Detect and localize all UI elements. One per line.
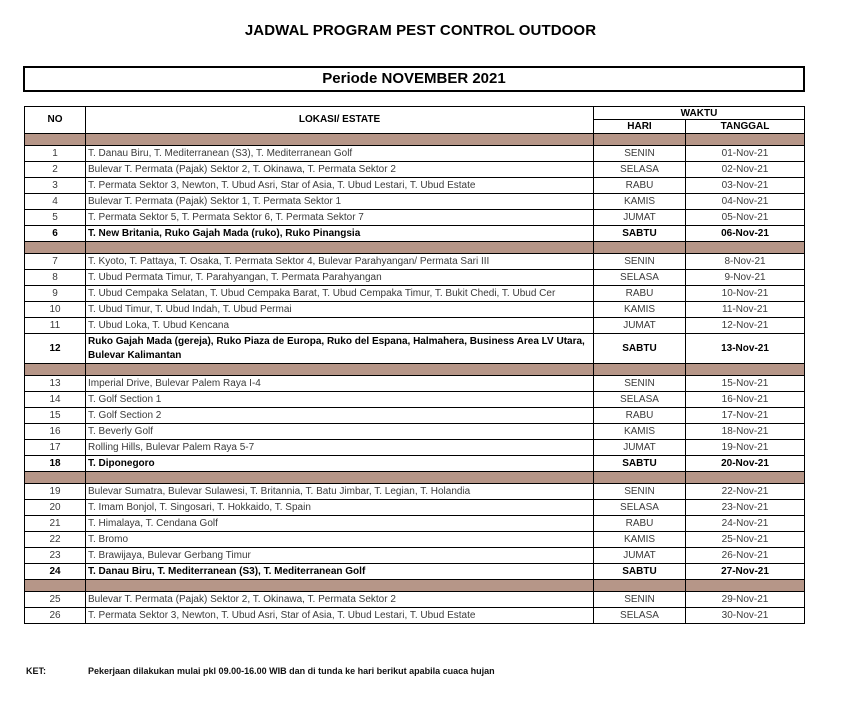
separator-cell bbox=[686, 472, 805, 484]
cell-lokasi: Bulevar Sumatra, Bulevar Sulawesi, T. Britannia, T. Batu Jimbar, T. Legian, T. Holandia bbox=[86, 484, 594, 500]
cell-lokasi: Bulevar T. Permata (Pajak) Sektor 1, T. Permata Sektor 1 bbox=[86, 194, 594, 210]
cell-tanggal: 27-Nov-21 bbox=[686, 564, 805, 580]
header-no: NO bbox=[25, 107, 86, 134]
cell-tanggal: 25-Nov-21 bbox=[686, 532, 805, 548]
cell-lokasi: Bulevar T. Permata (Pajak) Sektor 2, T. Okinawa, T. Permata Sektor 2 bbox=[86, 592, 594, 608]
cell-hari: KAMIS bbox=[594, 424, 686, 440]
cell-hari: SELASA bbox=[594, 392, 686, 408]
cell-hari: KAMIS bbox=[594, 194, 686, 210]
cell-tanggal: 13-Nov-21 bbox=[686, 334, 805, 364]
cell-tanggal: 01-Nov-21 bbox=[686, 146, 805, 162]
table-row bbox=[25, 146, 805, 162]
cell-hari: JUMAT bbox=[594, 548, 686, 564]
cell-tanggal: 24-Nov-21 bbox=[686, 516, 805, 532]
cell-hari: JUMAT bbox=[594, 440, 686, 456]
cell-no: 13 bbox=[25, 376, 86, 392]
cell-no: 4 bbox=[25, 194, 86, 210]
cell-no: 26 bbox=[25, 608, 86, 624]
cell-tanggal: 04-Nov-21 bbox=[686, 194, 805, 210]
cell-hari: SENIN bbox=[594, 254, 686, 270]
cell-no: 11 bbox=[25, 318, 86, 334]
cell-no: 14 bbox=[25, 392, 86, 408]
cell-hari: RABU bbox=[594, 286, 686, 302]
period-banner: Periode NOVEMBER 2021 bbox=[23, 66, 805, 92]
header-hari: HARI bbox=[594, 120, 686, 134]
cell-tanggal: 05-Nov-21 bbox=[686, 210, 805, 226]
cell-no: 22 bbox=[25, 532, 86, 548]
table-body bbox=[25, 134, 805, 624]
separator-cell bbox=[686, 364, 805, 376]
cell-hari: JUMAT bbox=[594, 318, 686, 334]
cell-lokasi: T. Himalaya, T. Cendana Golf bbox=[86, 516, 594, 532]
cell-tanggal: 17-Nov-21 bbox=[686, 408, 805, 424]
cell-hari: RABU bbox=[594, 516, 686, 532]
cell-tanggal: 22-Nov-21 bbox=[686, 484, 805, 500]
week-separator-row bbox=[25, 472, 805, 484]
cell-lokasi: T. Kyoto, T. Pattaya, T. Osaka, T. Permata Sektor 4, Bulevar Parahyangan/ Permata Sari III bbox=[86, 254, 594, 270]
cell-tanggal: 23-Nov-21 bbox=[686, 500, 805, 516]
cell-lokasi: T. Danau Biru, T. Mediterranean (S3), T. Mediterranean Golf bbox=[86, 146, 594, 162]
cell-lokasi: Bulevar T. Permata (Pajak) Sektor 2, T. Okinawa, T. Permata Sektor 2 bbox=[86, 162, 594, 178]
separator-cell bbox=[25, 580, 86, 592]
cell-hari: SABTU bbox=[594, 456, 686, 472]
cell-no: 2 bbox=[25, 162, 86, 178]
cell-lokasi: T. Ubud Cempaka Selatan, T. Ubud Cempaka Barat, T. Ubud Cempaka Timur, T. Bukit Chedi, T. Ubud Cer bbox=[86, 286, 594, 302]
cell-hari: SELASA bbox=[594, 608, 686, 624]
table-row bbox=[25, 254, 805, 270]
cell-no: 24 bbox=[25, 564, 86, 580]
table-row bbox=[25, 592, 805, 608]
cell-no: 12 bbox=[25, 334, 86, 364]
cell-lokasi: T. Permata Sektor 3, Newton, T. Ubud Asri, Star of Asia, T. Ubud Lestari, T. Ubud Estate bbox=[86, 178, 594, 194]
cell-hari: SELASA bbox=[594, 270, 686, 286]
cell-tanggal: 15-Nov-21 bbox=[686, 376, 805, 392]
cell-lokasi: T. Permata Sektor 5, T. Permata Sektor 6, T. Permata Sektor 7 bbox=[86, 210, 594, 226]
cell-no: 5 bbox=[25, 210, 86, 226]
cell-lokasi: Ruko Gajah Mada (gereja), Ruko Piaza de Europa, Ruko del Espana, Halmahera, Business Area LV Utara, Bulevar Kalimantan bbox=[86, 334, 594, 364]
cell-hari: RABU bbox=[594, 408, 686, 424]
separator-cell bbox=[686, 242, 805, 254]
cell-no: 17 bbox=[25, 440, 86, 456]
cell-tanggal: 19-Nov-21 bbox=[686, 440, 805, 456]
cell-tanggal: 8-Nov-21 bbox=[686, 254, 805, 270]
table-row bbox=[25, 440, 805, 456]
table-row bbox=[25, 194, 805, 210]
cell-no: 15 bbox=[25, 408, 86, 424]
cell-no: 10 bbox=[25, 302, 86, 318]
table-row bbox=[25, 608, 805, 624]
note-label: KET: bbox=[26, 666, 46, 676]
cell-hari: SABTU bbox=[594, 226, 686, 242]
week-separator-row bbox=[25, 134, 805, 146]
cell-tanggal: 11-Nov-21 bbox=[686, 302, 805, 318]
cell-tanggal: 29-Nov-21 bbox=[686, 592, 805, 608]
separator-cell bbox=[25, 472, 86, 484]
cell-tanggal: 06-Nov-21 bbox=[686, 226, 805, 242]
cell-tanggal: 20-Nov-21 bbox=[686, 456, 805, 472]
table-row bbox=[25, 564, 805, 580]
table-row bbox=[25, 162, 805, 178]
separator-cell bbox=[25, 364, 86, 376]
cell-lokasi: T. Bromo bbox=[86, 532, 594, 548]
table-row bbox=[25, 392, 805, 408]
cell-no: 6 bbox=[25, 226, 86, 242]
cell-lokasi: T. Permata Sektor 3, Newton, T. Ubud Asri, Star of Asia, T. Ubud Lestari, T. Ubud Estate bbox=[86, 608, 594, 624]
week-separator-row bbox=[25, 364, 805, 376]
separator-cell bbox=[25, 134, 86, 146]
table-row bbox=[25, 532, 805, 548]
cell-no: 18 bbox=[25, 456, 86, 472]
cell-lokasi: Imperial Drive, Bulevar Palem Raya I-4 bbox=[86, 376, 594, 392]
cell-lokasi: T. Diponegoro bbox=[86, 456, 594, 472]
cell-tanggal: 02-Nov-21 bbox=[686, 162, 805, 178]
table-row bbox=[25, 548, 805, 564]
cell-no: 8 bbox=[25, 270, 86, 286]
cell-hari: SENIN bbox=[594, 376, 686, 392]
cell-hari: SELASA bbox=[594, 500, 686, 516]
cell-lokasi: T. New Britania, Ruko Gajah Mada (ruko), Ruko Pinangsia bbox=[86, 226, 594, 242]
table-header bbox=[25, 107, 805, 134]
cell-hari: RABU bbox=[594, 178, 686, 194]
separator-cell bbox=[86, 242, 594, 254]
cell-tanggal: 18-Nov-21 bbox=[686, 424, 805, 440]
cell-tanggal: 26-Nov-21 bbox=[686, 548, 805, 564]
cell-tanggal: 03-Nov-21 bbox=[686, 178, 805, 194]
cell-lokasi: T. Golf Section 2 bbox=[86, 408, 594, 424]
header-tanggal: TANGGAL bbox=[686, 120, 805, 134]
table-row bbox=[25, 270, 805, 286]
week-separator-row bbox=[25, 580, 805, 592]
table-row bbox=[25, 318, 805, 334]
table-row bbox=[25, 500, 805, 516]
separator-cell bbox=[686, 134, 805, 146]
cell-no: 7 bbox=[25, 254, 86, 270]
cell-lokasi: T. Brawijaya, Bulevar Gerbang Timur bbox=[86, 548, 594, 564]
table-row bbox=[25, 424, 805, 440]
table-row bbox=[25, 516, 805, 532]
cell-no: 25 bbox=[25, 592, 86, 608]
document-title: JADWAL PROGRAM PEST CONTROL OUTDOOR bbox=[244, 22, 597, 39]
cell-no: 3 bbox=[25, 178, 86, 194]
table-row bbox=[25, 408, 805, 424]
cell-hari: SENIN bbox=[594, 146, 686, 162]
cell-tanggal: 16-Nov-21 bbox=[686, 392, 805, 408]
cell-lokasi: T. Ubud Loka, T. Ubud Kencana bbox=[86, 318, 594, 334]
table-row bbox=[25, 226, 805, 242]
table-row bbox=[25, 334, 805, 364]
header-lokasi: LOKASI/ ESTATE bbox=[86, 107, 594, 134]
separator-cell bbox=[86, 364, 594, 376]
cell-no: 16 bbox=[25, 424, 86, 440]
cell-no: 1 bbox=[25, 146, 86, 162]
cell-no: 23 bbox=[25, 548, 86, 564]
cell-no: 20 bbox=[25, 500, 86, 516]
cell-hari: SENIN bbox=[594, 484, 686, 500]
note-text: Pekerjaan dilakukan mulai pkl 09.00-16.00 WIB dan di tunda ke hari berikut apabila cuaca hujan bbox=[88, 666, 495, 676]
cell-hari: SABTU bbox=[594, 564, 686, 580]
cell-lokasi: T. Ubud Permata Timur, T. Parahyangan, T. Permata Parahyangan bbox=[86, 270, 594, 286]
separator-cell bbox=[86, 134, 594, 146]
cell-no: 19 bbox=[25, 484, 86, 500]
cell-lokasi: T. Danau Biru, T. Mediterranean (S3), T. Mediterranean Golf bbox=[86, 564, 594, 580]
cell-tanggal: 9-Nov-21 bbox=[686, 270, 805, 286]
cell-lokasi: T. Golf Section 1 bbox=[86, 392, 594, 408]
cell-hari: SABTU bbox=[594, 334, 686, 364]
cell-lokasi: T. Ubud Timur, T. Ubud Indah, T. Ubud Permai bbox=[86, 302, 594, 318]
cell-no: 9 bbox=[25, 286, 86, 302]
cell-hari: JUMAT bbox=[594, 210, 686, 226]
table-row bbox=[25, 178, 805, 194]
separator-cell bbox=[594, 242, 686, 254]
cell-tanggal: 12-Nov-21 bbox=[686, 318, 805, 334]
table-row bbox=[25, 456, 805, 472]
separator-cell bbox=[86, 580, 594, 592]
cell-no: 21 bbox=[25, 516, 86, 532]
schedule-table bbox=[24, 106, 805, 624]
separator-cell bbox=[594, 580, 686, 592]
table-row bbox=[25, 210, 805, 226]
separator-cell bbox=[594, 134, 686, 146]
cell-hari: KAMIS bbox=[594, 532, 686, 548]
table-row bbox=[25, 286, 805, 302]
separator-cell bbox=[594, 472, 686, 484]
separator-cell bbox=[686, 580, 805, 592]
table-row bbox=[25, 302, 805, 318]
separator-cell bbox=[594, 364, 686, 376]
separator-cell bbox=[86, 472, 594, 484]
cell-tanggal: 30-Nov-21 bbox=[686, 608, 805, 624]
cell-hari: KAMIS bbox=[594, 302, 686, 318]
header-waktu: WAKTU bbox=[594, 107, 805, 120]
cell-tanggal: 10-Nov-21 bbox=[686, 286, 805, 302]
cell-lokasi: T. Imam Bonjol, T. Singosari, T. Hokkaido, T. Spain bbox=[86, 500, 594, 516]
cell-lokasi: T. Beverly Golf bbox=[86, 424, 594, 440]
cell-lokasi: Rolling Hills, Bulevar Palem Raya 5-7 bbox=[86, 440, 594, 456]
separator-cell bbox=[25, 242, 86, 254]
week-separator-row bbox=[25, 242, 805, 254]
cell-hari: SELASA bbox=[594, 162, 686, 178]
table-row bbox=[25, 484, 805, 500]
table-row bbox=[25, 376, 805, 392]
cell-hari: SENIN bbox=[594, 592, 686, 608]
